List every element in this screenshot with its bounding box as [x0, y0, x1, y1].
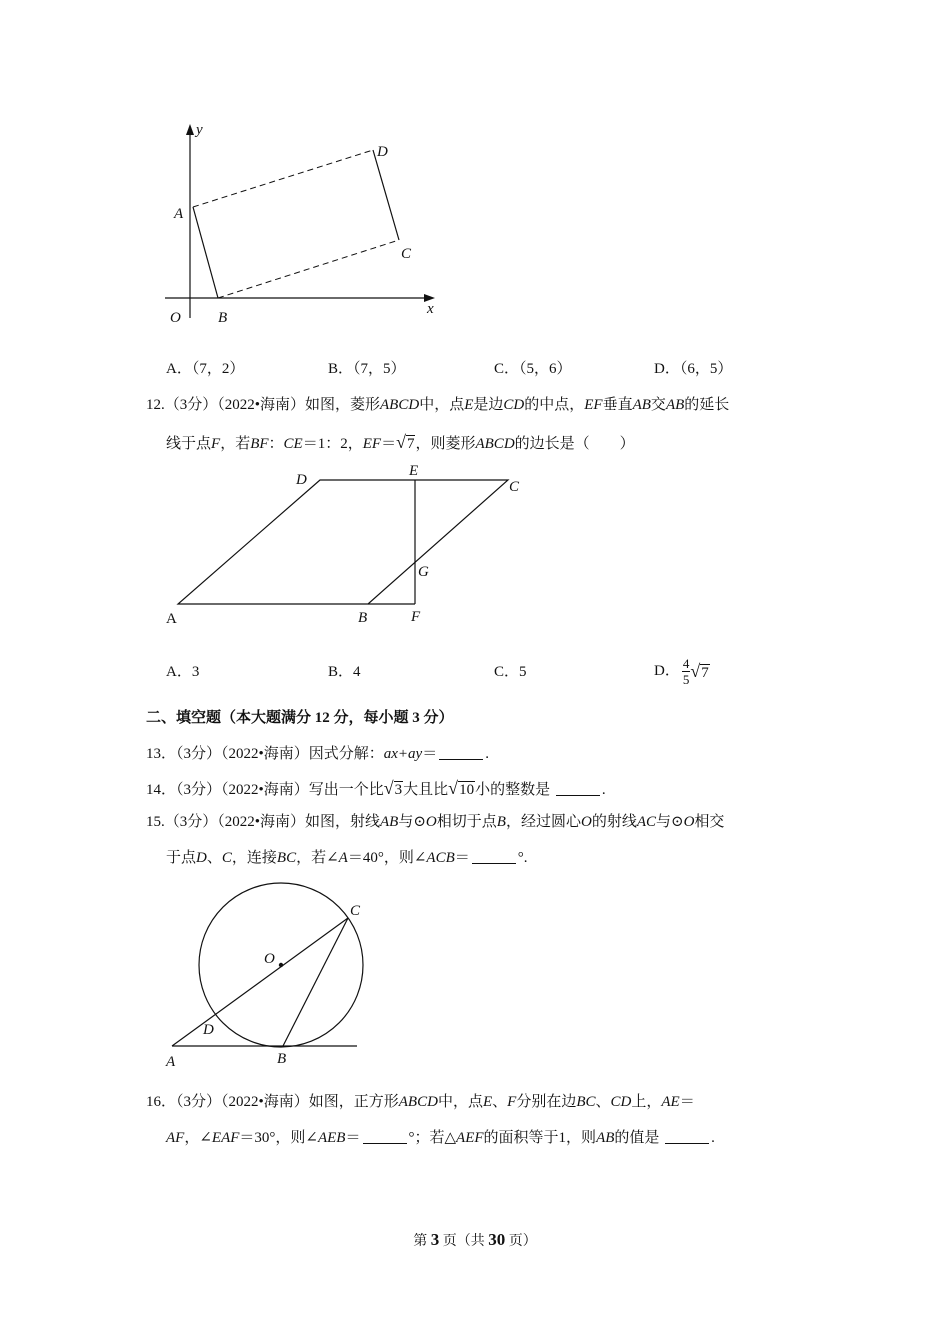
- q12-option-a[interactable]: A．3: [166, 664, 200, 680]
- answer-blank[interactable]: [472, 862, 516, 864]
- q11-option-b[interactable]: B．（7，5）: [328, 361, 406, 377]
- text-run: ＝: [454, 850, 470, 866]
- text-run: 垂直: [602, 397, 633, 413]
- q15-line1: [146, 815, 724, 830]
- math-symbol: AC: [636, 814, 656, 830]
- label-x: x: [427, 301, 434, 317]
- label-O: O: [264, 951, 275, 967]
- math-symbol: E: [482, 1094, 493, 1110]
- q16-line1: [146, 1095, 695, 1110]
- figure-coordinate-rectangle: [160, 118, 450, 333]
- sqrt-7: √7: [396, 432, 415, 452]
- label-B: B: [218, 310, 228, 326]
- text-run: °；若△: [408, 1130, 457, 1146]
- label-A: A: [166, 611, 177, 627]
- text-run: 上，: [631, 1094, 662, 1110]
- text-run: 分别在边: [516, 1094, 577, 1110]
- text-run: 中，点: [419, 397, 465, 413]
- text-run: 相切于点: [436, 814, 497, 830]
- text-run: 、: [595, 1094, 611, 1110]
- math-symbol: ABCD: [380, 397, 420, 413]
- math-symbol: D: [196, 850, 207, 866]
- math-symbol: BC: [276, 850, 297, 866]
- text-run: ，若∠: [296, 850, 339, 866]
- math-symbol: BC: [576, 1094, 596, 1110]
- math-symbol: B: [496, 814, 506, 830]
- text-run: ＝40°，则∠: [347, 850, 427, 866]
- math-symbol: E: [464, 397, 474, 413]
- q12-line2: 线于点F，若BF：CE＝1：2，EF＝√7，则菱形ABCD的边长是（ ）: [166, 432, 635, 452]
- text-run: 的射线: [591, 814, 637, 830]
- label-D: D: [296, 472, 307, 488]
- label-A: A: [174, 206, 184, 222]
- text-run: 的面积等于1，则: [483, 1130, 597, 1146]
- label-A: A: [166, 1054, 176, 1070]
- math-symbol: CD: [610, 1094, 632, 1110]
- text-run: 交: [650, 397, 666, 413]
- text-run: 是边: [473, 397, 504, 413]
- math-symbol: AB: [596, 1130, 615, 1146]
- text-run: ，∠: [184, 1130, 212, 1146]
- text-run: 相交: [694, 814, 725, 830]
- sqrt-3: √3: [383, 778, 403, 798]
- q14: 14．（3分）（2022•海南）写出一个比√3大且比√10小的整数是 .: [146, 778, 606, 798]
- math-symbol: A: [338, 850, 348, 866]
- math-symbol: AEF: [456, 1130, 484, 1146]
- q15-line2: 于点D、C，连接BC，若∠A＝40°，则∠ACB＝ °.: [166, 850, 528, 866]
- math-symbol: EAF: [211, 1130, 240, 1146]
- text-run: ＝30°，则∠: [239, 1130, 318, 1146]
- label-B: B: [277, 1051, 287, 1067]
- label-C: C: [509, 479, 520, 495]
- page-footer: 第 3 页（共 30 页）: [413, 1230, 537, 1249]
- label-y: y: [196, 122, 203, 138]
- answer-blank[interactable]: [556, 794, 600, 796]
- label-F: F: [411, 609, 421, 625]
- text-run: 于点: [166, 850, 197, 866]
- answer-blank[interactable]: [665, 1142, 709, 1144]
- label-D: D: [203, 1022, 214, 1038]
- label-O: O: [170, 310, 181, 326]
- q12-line1: 12.（3分）（2022•海南）如图，菱形ABCD中，点E是边CD的中点，EF垂直AB交AB的延长: [146, 397, 730, 413]
- label-C: C: [401, 246, 412, 262]
- label-E: E: [409, 463, 419, 479]
- text-run: 与⊙: [656, 814, 684, 830]
- q13: 13．（3分）（2022•海南）因式分解：ax+ay＝ .: [146, 746, 489, 762]
- q16-line2: AF，∠EAF＝30°，则∠AEB＝ °；若△AEF的面积等于1，则AB的值是 .: [166, 1130, 715, 1146]
- answer-blank[interactable]: [439, 758, 483, 760]
- math-symbol: AB: [665, 397, 685, 413]
- q11-option-c[interactable]: C．（5，6）: [494, 361, 572, 377]
- text-run: ＝: [345, 1130, 361, 1146]
- math-symbol: O: [580, 814, 592, 830]
- text-run: 、: [206, 850, 222, 866]
- math-symbol: O: [425, 814, 437, 830]
- math-symbol: ABCD: [398, 1094, 438, 1110]
- math-symbol: AB: [632, 397, 651, 413]
- sqrt-10: √10: [448, 778, 475, 798]
- answer-blank[interactable]: [363, 1142, 407, 1144]
- text-run: 15.（3分）（2022•海南）如图，射线: [146, 814, 381, 830]
- fraction-4-5: $\frac{4}{5}$: [682, 655, 690, 687]
- text-run: ，经过圆心: [505, 814, 581, 830]
- math-symbol: EF: [584, 397, 603, 413]
- q11-option-d[interactable]: D．（6，5）: [654, 361, 733, 377]
- math-symbol: ACB: [426, 850, 455, 866]
- label-G: G: [418, 564, 429, 580]
- text-run: 中，点: [437, 1094, 483, 1110]
- math-symbol: AB: [380, 814, 399, 830]
- q12-option-c[interactable]: C．5: [494, 664, 527, 680]
- q12-option-b[interactable]: B．4: [328, 664, 361, 680]
- figure-circle-tangent: [160, 880, 380, 1075]
- q11-option-a[interactable]: A．（7，2）: [166, 361, 245, 377]
- math-symbol: AEB: [317, 1130, 346, 1146]
- math-symbol: CD: [503, 397, 525, 413]
- sqrt-7: √7: [690, 660, 709, 681]
- label-D: D: [377, 144, 388, 160]
- label-C: C: [350, 903, 361, 919]
- text-run: ，连接: [231, 850, 277, 866]
- text-run: 16．（3分）（2022•海南）如图，正方形: [146, 1094, 399, 1110]
- text-run: 的中点，: [524, 397, 585, 413]
- math-symbol: AF: [166, 1130, 185, 1146]
- math-symbol: O: [683, 814, 695, 830]
- text-run: ＝: [679, 1094, 695, 1110]
- text-run: 的值是: [614, 1130, 660, 1146]
- text-run: 与⊙: [398, 814, 426, 830]
- math-symbol: AE: [661, 1094, 680, 1110]
- math-symbol: C: [221, 850, 232, 866]
- figure-rhombus: [160, 458, 530, 628]
- q12-option-d[interactable]: D． $\frac{4}{5}$ √7: [654, 655, 709, 687]
- text-run: 的延长: [684, 397, 730, 413]
- text-run: 、: [492, 1094, 508, 1110]
- label-B: B: [358, 610, 368, 626]
- math-symbol: F: [507, 1094, 517, 1110]
- section-title: 二、填空题（本大题满分 12 分，每小题 3 分）: [146, 710, 454, 726]
